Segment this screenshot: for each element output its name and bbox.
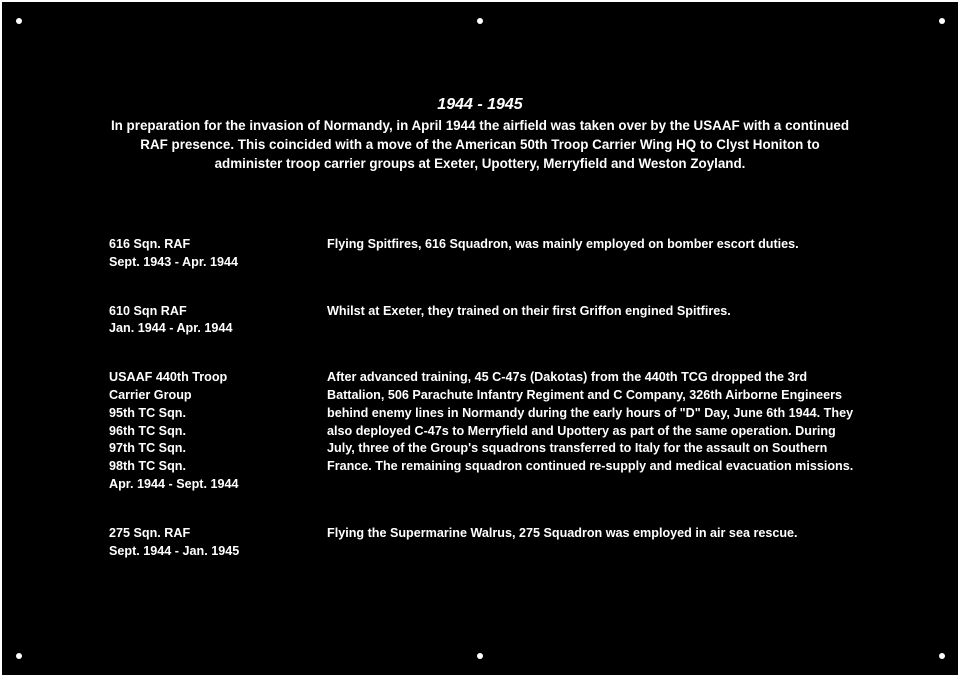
- unit-line: 275 Sqn. RAF: [109, 525, 191, 540]
- unit-dates: Jan. 1944 - Apr. 1944: [109, 321, 233, 336]
- unit-description: Flying the Supermarine Walrus, 275 Squadron was employed in air sea rescue.: [327, 525, 798, 540]
- screw-hole-top-right: [939, 18, 945, 24]
- unit-entry-275-sqn: [109, 525, 869, 561]
- unit-line: 616 Sqn. RAF: [109, 237, 191, 251]
- unit-line: USAAF 440th Troop: [109, 370, 228, 385]
- unit-name: [109, 303, 327, 339]
- unit-line: 98th TC Sqn.: [109, 459, 186, 474]
- plaque-header: [2, 95, 958, 173]
- unit-dates: Sept. 1943 - Apr. 1944: [109, 254, 239, 269]
- unit-description: After advanced training, 45 C-47s (Dakotas) from the 440th TCG dropped the 3rd Battalion, 506 Parachute Infantry Regiment and C Company, 326th Airborne Engineers behind enemy lines in Normandy during the early hours of "D" Day, June 6th 1944. They also deployed C-47s to Merryfield and Upottery as part of the same operation. During July, three of the Group's squadrons transferred to Italy for the assault on Southern France. The remaining squadron continued re-supply and medical evacuation missions.: [327, 370, 854, 474]
- screw-hole-bottom-center: [477, 653, 483, 659]
- unit-entry-616-sqn: [109, 236, 869, 272]
- unit-line: 610 Sqn RAF: [109, 303, 187, 318]
- unit-name: [109, 236, 327, 272]
- unit-entries: [109, 236, 869, 560]
- plaque-intro: In preparation for the invasion of Normandy, in April 1944 the airfield was taken over by the USAAF with a continued RAF presence. This coincided with a move of the American 50th Troop Carrier Wing HQ to Clyst Honiton to administer troop carrier groups at Exeter, Upottery, Merryfield and Weston Zoyland.: [110, 118, 850, 171]
- unit-entry-440th-troop-carrier-group: [109, 369, 869, 494]
- unit-dates: Apr. 1944 - Sept. 1944: [109, 476, 239, 491]
- unit-line: Carrier Group: [109, 387, 192, 402]
- unit-line: 95th TC Sqn.: [109, 405, 186, 420]
- unit-description: Flying Spitfires, 616 Squadron, was mainly employed on bomber escort duties.: [327, 237, 799, 251]
- unit-name: [109, 369, 327, 494]
- unit-entry-610-sqn: [109, 303, 869, 339]
- unit-line: 96th TC Sqn.: [109, 423, 186, 438]
- screw-hole-bottom-right: [939, 653, 945, 659]
- screw-hole-top-center: [477, 18, 483, 24]
- unit-line: 97th TC Sqn.: [109, 441, 186, 456]
- memorial-plaque: [2, 2, 958, 675]
- plaque-title: 1944 - 1945: [437, 96, 523, 113]
- unit-name: [109, 525, 327, 561]
- unit-description: Whilst at Exeter, they trained on their first Griffon engined Spitfires.: [327, 303, 731, 318]
- unit-dates: Sept. 1944 - Jan. 1945: [109, 543, 240, 558]
- screw-hole-top-left: [16, 18, 22, 24]
- screw-hole-bottom-left: [16, 653, 22, 659]
